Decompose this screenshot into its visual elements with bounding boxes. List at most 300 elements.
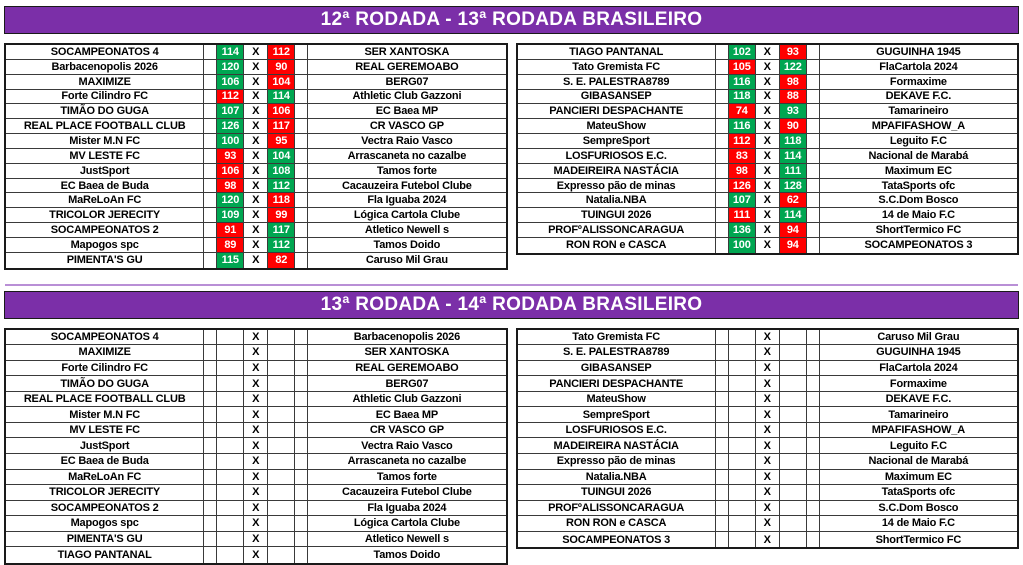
spacer-cell[interactable] — [295, 90, 308, 104]
away-team-cell[interactable]: ShortTermico FC — [875, 533, 962, 546]
spacer-cell[interactable] — [807, 208, 820, 222]
spacer-cell[interactable] — [716, 223, 729, 237]
home-team-cell[interactable]: TUINGUI 2026 — [518, 485, 716, 500]
away-score-cell[interactable] — [780, 392, 807, 407]
away-score-cell[interactable] — [268, 501, 295, 516]
away-team-cell[interactable]: Cacauzeira Futebol Clube — [342, 486, 472, 499]
versus-x-cell[interactable]: X — [756, 223, 780, 237]
away-team-cell[interactable]: Athletic Club Gazzoni — [352, 393, 462, 406]
home-team-cell[interactable]: Forte Cilindro FC — [6, 361, 204, 376]
spacer-cell[interactable] — [295, 164, 308, 178]
spacer-cell[interactable] — [204, 253, 217, 268]
home-score-cell[interactable]: 93 — [217, 149, 244, 163]
versus-x-cell[interactable]: X — [756, 423, 780, 438]
away-score-cell[interactable] — [268, 345, 295, 360]
home-team-cell[interactable]: Mapogos spc — [6, 516, 204, 531]
home-score-cell[interactable] — [729, 501, 756, 516]
spacer-cell[interactable] — [204, 361, 217, 376]
away-team-cell[interactable]: SER XANTOSKA — [364, 45, 450, 58]
home-score-cell[interactable] — [217, 438, 244, 453]
away-team-cell[interactable]: Tamarineiro — [888, 408, 949, 421]
versus-x-cell[interactable]: X — [756, 119, 780, 133]
home-team-cell[interactable]: MaReLoAn FC — [6, 470, 204, 485]
home-team-cell[interactable]: GIBASANSEP — [518, 90, 716, 104]
home-score-cell[interactable]: 112 — [217, 90, 244, 104]
home-team-cell[interactable]: MateuShow — [518, 119, 716, 133]
versus-x-cell[interactable]: X — [244, 75, 268, 89]
versus-x-cell[interactable]: X — [244, 164, 268, 178]
home-score-cell[interactable] — [217, 501, 244, 516]
home-team-cell[interactable]: PROFºALISSONCARAGUA — [518, 223, 716, 237]
versus-x-cell[interactable]: X — [756, 516, 780, 531]
away-team-cell[interactable]: 14 de Maio F.C — [881, 517, 955, 530]
home-team-cell[interactable]: Mister M.N FC — [6, 407, 204, 422]
away-team-cell[interactable]: REAL GEREMOABO — [355, 362, 459, 375]
away-score-cell[interactable] — [780, 485, 807, 500]
versus-x-cell[interactable]: X — [756, 470, 780, 485]
home-team-cell[interactable]: PIMENTA'S GU — [6, 253, 204, 268]
spacer-cell[interactable] — [716, 164, 729, 178]
home-score-cell[interactable]: 109 — [217, 208, 244, 222]
away-team-cell[interactable]: DEKAVE F.C. — [885, 393, 952, 406]
home-score-cell[interactable]: 74 — [729, 104, 756, 118]
away-team-cell[interactable]: DEKAVE F.C. — [885, 90, 952, 103]
home-score-cell[interactable] — [729, 532, 756, 548]
away-score-cell[interactable] — [268, 330, 295, 345]
home-score-cell[interactable]: 126 — [217, 119, 244, 133]
spacer-cell[interactable] — [716, 361, 729, 376]
home-team-cell[interactable]: SempreSport — [518, 134, 716, 148]
versus-x-cell[interactable]: X — [756, 454, 780, 469]
home-team-cell[interactable]: PANCIERI DESPACHANTE — [518, 104, 716, 118]
spacer-cell[interactable] — [716, 423, 729, 438]
away-team-cell[interactable]: Fla Iguaba 2024 — [367, 501, 447, 514]
away-team-cell[interactable]: FlaCartola 2024 — [879, 60, 958, 73]
spacer-cell[interactable] — [807, 149, 820, 163]
away-score-cell[interactable] — [780, 345, 807, 360]
home-team-cell[interactable]: JustSport — [6, 164, 204, 178]
spacer-cell[interactable] — [295, 119, 308, 133]
away-team-cell[interactable]: Leguito F.C — [889, 134, 947, 147]
away-team-cell[interactable]: EC Baea MP — [375, 408, 438, 421]
spacer-cell[interactable] — [295, 330, 308, 345]
versus-x-cell[interactable]: X — [244, 407, 268, 422]
away-team-cell[interactable]: Athletic Club Gazzoni — [352, 90, 462, 103]
home-score-cell[interactable] — [729, 423, 756, 438]
home-score-cell[interactable]: 91 — [217, 223, 244, 237]
home-score-cell[interactable]: 112 — [729, 134, 756, 148]
spacer-cell[interactable] — [204, 208, 217, 222]
versus-x-cell[interactable]: X — [244, 516, 268, 531]
spacer-cell[interactable] — [807, 501, 820, 516]
away-score-cell[interactable]: 117 — [268, 119, 295, 133]
spacer-cell[interactable] — [204, 223, 217, 237]
versus-x-cell[interactable]: X — [244, 392, 268, 407]
away-team-cell[interactable]: Tamos Doido — [373, 549, 441, 562]
spacer-cell[interactable] — [295, 516, 308, 531]
versus-x-cell[interactable]: X — [756, 60, 780, 74]
versus-x-cell[interactable]: X — [756, 75, 780, 89]
versus-x-cell[interactable]: X — [244, 238, 268, 252]
home-score-cell[interactable] — [729, 361, 756, 376]
versus-x-cell[interactable]: X — [756, 392, 780, 407]
spacer-cell[interactable] — [295, 501, 308, 516]
home-team-cell[interactable]: MaReLoAn FC — [6, 193, 204, 207]
home-score-cell[interactable] — [217, 485, 244, 500]
away-score-cell[interactable]: 82 — [268, 253, 295, 268]
home-score-cell[interactable] — [729, 392, 756, 407]
away-score-cell[interactable]: 106 — [268, 104, 295, 118]
away-team-cell[interactable]: Arrascaneta no cazalbe — [347, 149, 467, 162]
away-score-cell[interactable] — [780, 516, 807, 531]
away-team-cell[interactable]: MPAFIFASHOW_A — [871, 424, 965, 437]
versus-x-cell[interactable]: X — [244, 223, 268, 237]
home-score-cell[interactable] — [729, 470, 756, 485]
away-team-cell[interactable]: Tamos forte — [376, 164, 437, 177]
away-team-cell[interactable]: Formaxime — [889, 377, 947, 390]
home-team-cell[interactable]: JustSport — [6, 438, 204, 453]
away-score-cell[interactable]: 114 — [780, 149, 807, 163]
spacer-cell[interactable] — [716, 193, 729, 207]
away-score-cell[interactable]: 90 — [268, 60, 295, 74]
spacer-cell[interactable] — [807, 164, 820, 178]
spacer-cell[interactable] — [807, 104, 820, 118]
spacer-cell[interactable] — [807, 423, 820, 438]
home-score-cell[interactable] — [217, 532, 244, 547]
away-team-cell[interactable]: FlaCartola 2024 — [879, 362, 958, 375]
home-team-cell[interactable]: PROFºALISSONCARAGUA — [518, 501, 716, 516]
away-score-cell[interactable]: 94 — [780, 223, 807, 237]
away-team-cell[interactable]: GUGUINHA 1945 — [876, 45, 961, 58]
spacer-cell[interactable] — [204, 164, 217, 178]
home-score-cell[interactable] — [217, 376, 244, 391]
away-score-cell[interactable] — [780, 454, 807, 469]
away-team-cell[interactable]: S.C.Dom Bosco — [878, 501, 959, 514]
home-score-cell[interactable] — [217, 392, 244, 407]
home-score-cell[interactable]: 120 — [217, 60, 244, 74]
home-team-cell[interactable]: S. E. PALESTRA8789 — [518, 345, 716, 360]
away-team-cell[interactable]: Atletico Newell s — [364, 533, 449, 546]
home-team-cell[interactable]: SOCAMPEONATOS 3 — [518, 532, 716, 548]
spacer-cell[interactable] — [295, 45, 308, 59]
spacer-cell[interactable] — [295, 253, 308, 268]
spacer-cell[interactable] — [716, 238, 729, 253]
home-team-cell[interactable]: SempreSport — [518, 407, 716, 422]
away-team-cell[interactable]: Tamos Doido — [373, 238, 441, 251]
away-team-cell[interactable]: Lógica Cartola Clube — [353, 517, 460, 530]
versus-x-cell[interactable]: X — [244, 501, 268, 516]
spacer-cell[interactable] — [295, 485, 308, 500]
home-team-cell[interactable]: Natalia.NBA — [518, 470, 716, 485]
spacer-cell[interactable] — [716, 501, 729, 516]
versus-x-cell[interactable]: X — [756, 330, 780, 345]
home-team-cell[interactable]: SOCAMPEONATOS 2 — [6, 223, 204, 237]
home-score-cell[interactable]: 105 — [729, 60, 756, 74]
home-team-cell[interactable]: Expresso pão de minas — [518, 454, 716, 469]
away-team-cell[interactable]: Atletico Newell s — [364, 224, 449, 237]
home-score-cell[interactable] — [729, 438, 756, 453]
away-score-cell[interactable]: 104 — [268, 75, 295, 89]
spacer-cell[interactable] — [295, 149, 308, 163]
home-team-cell[interactable]: Forte Cilindro FC — [6, 90, 204, 104]
home-team-cell[interactable]: MAXIMIZE — [6, 345, 204, 360]
home-team-cell[interactable]: Natalia.NBA — [518, 193, 716, 207]
versus-x-cell[interactable]: X — [756, 501, 780, 516]
away-score-cell[interactable]: 88 — [780, 90, 807, 104]
versus-x-cell[interactable]: X — [756, 193, 780, 207]
away-team-cell[interactable]: Maximum EC — [884, 164, 952, 177]
home-team-cell[interactable]: TIAGO PANTANAL — [6, 547, 204, 563]
spacer-cell[interactable] — [295, 60, 308, 74]
versus-x-cell[interactable]: X — [244, 485, 268, 500]
spacer-cell[interactable] — [716, 438, 729, 453]
away-score-cell[interactable]: 118 — [780, 134, 807, 148]
away-score-cell[interactable]: 112 — [268, 238, 295, 252]
versus-x-cell[interactable]: X — [756, 104, 780, 118]
spacer-cell[interactable] — [295, 547, 308, 563]
away-score-cell[interactable] — [268, 485, 295, 500]
home-team-cell[interactable]: EC Baea de Buda — [6, 179, 204, 193]
spacer-cell[interactable] — [716, 149, 729, 163]
away-team-cell[interactable]: Leguito F.C — [889, 439, 947, 452]
home-score-cell[interactable]: 98 — [729, 164, 756, 178]
home-team-cell[interactable]: SOCAMPEONATOS 4 — [6, 330, 204, 345]
home-team-cell[interactable]: TIMÃO DO GUGA — [6, 104, 204, 118]
away-score-cell[interactable]: 122 — [780, 60, 807, 74]
spacer-cell[interactable] — [204, 75, 217, 89]
versus-x-cell[interactable]: X — [244, 208, 268, 222]
versus-x-cell[interactable]: X — [244, 345, 268, 360]
away-score-cell[interactable] — [268, 392, 295, 407]
spacer-cell[interactable] — [807, 516, 820, 531]
home-team-cell[interactable]: Mapogos spc — [6, 238, 204, 252]
spacer-cell[interactable] — [204, 407, 217, 422]
versus-x-cell[interactable]: X — [244, 134, 268, 148]
home-score-cell[interactable] — [217, 345, 244, 360]
versus-x-cell[interactable]: X — [756, 376, 780, 391]
away-team-cell[interactable]: Cacauzeira Futebol Clube — [342, 179, 472, 192]
home-team-cell[interactable]: Barbacenopolis 2026 — [6, 60, 204, 74]
spacer-cell[interactable] — [807, 238, 820, 253]
versus-x-cell[interactable]: X — [244, 423, 268, 438]
home-score-cell[interactable]: 89 — [217, 238, 244, 252]
home-score-cell[interactable] — [217, 454, 244, 469]
spacer-cell[interactable] — [295, 104, 308, 118]
home-score-cell[interactable]: 100 — [729, 238, 756, 253]
spacer-cell[interactable] — [716, 60, 729, 74]
home-score-cell[interactable] — [729, 516, 756, 531]
spacer-cell[interactable] — [807, 438, 820, 453]
away-team-cell[interactable]: SOCAMPEONATOS 3 — [864, 239, 973, 252]
away-team-cell[interactable]: EC Baea MP — [375, 105, 438, 118]
versus-x-cell[interactable]: X — [756, 532, 780, 548]
home-score-cell[interactable]: 114 — [217, 45, 244, 59]
away-score-cell[interactable] — [780, 532, 807, 548]
spacer-cell[interactable] — [807, 376, 820, 391]
spacer-cell[interactable] — [204, 547, 217, 563]
versus-x-cell[interactable]: X — [244, 119, 268, 133]
away-team-cell[interactable]: MPAFIFASHOW_A — [871, 120, 965, 133]
away-team-cell[interactable]: SER XANTOSKA — [364, 346, 450, 359]
home-team-cell[interactable]: RON RON e CASCA — [518, 516, 716, 531]
spacer-cell[interactable] — [204, 454, 217, 469]
spacer-cell[interactable] — [716, 119, 729, 133]
versus-x-cell[interactable]: X — [244, 438, 268, 453]
home-score-cell[interactable] — [217, 470, 244, 485]
spacer-cell[interactable] — [807, 90, 820, 104]
home-team-cell[interactable]: LOSFURIOSOS E.C. — [518, 423, 716, 438]
away-score-cell[interactable] — [268, 516, 295, 531]
away-team-cell[interactable]: Nacional de Marabá — [868, 149, 969, 162]
spacer-cell[interactable] — [807, 470, 820, 485]
versus-x-cell[interactable]: X — [756, 407, 780, 422]
away-score-cell[interactable]: 93 — [780, 104, 807, 118]
home-team-cell[interactable]: TIMÃO DO GUGA — [6, 376, 204, 391]
spacer-cell[interactable] — [716, 516, 729, 531]
away-team-cell[interactable]: Maximum EC — [884, 470, 952, 483]
spacer-cell[interactable] — [204, 376, 217, 391]
home-score-cell[interactable] — [217, 407, 244, 422]
home-team-cell[interactable]: RON RON e CASCA — [518, 238, 716, 253]
versus-x-cell[interactable]: X — [756, 179, 780, 193]
home-team-cell[interactable]: PIMENTA'S GU — [6, 532, 204, 547]
spacer-cell[interactable] — [204, 423, 217, 438]
home-team-cell[interactable]: SOCAMPEONATOS 4 — [6, 45, 204, 59]
away-score-cell[interactable]: 112 — [268, 179, 295, 193]
versus-x-cell[interactable]: X — [244, 361, 268, 376]
away-score-cell[interactable]: 93 — [780, 45, 807, 59]
home-score-cell[interactable] — [217, 547, 244, 563]
spacer-cell[interactable] — [295, 345, 308, 360]
spacer-cell[interactable] — [807, 345, 820, 360]
spacer-cell[interactable] — [716, 454, 729, 469]
home-score-cell[interactable] — [729, 330, 756, 345]
spacer-cell[interactable] — [204, 179, 217, 193]
spacer-cell[interactable] — [807, 193, 820, 207]
away-team-cell[interactable]: Formaxime — [889, 75, 947, 88]
away-score-cell[interactable] — [780, 423, 807, 438]
spacer-cell[interactable] — [204, 134, 217, 148]
spacer-cell[interactable] — [716, 485, 729, 500]
spacer-cell[interactable] — [204, 330, 217, 345]
spacer-cell[interactable] — [204, 438, 217, 453]
spacer-cell[interactable] — [204, 516, 217, 531]
home-score-cell[interactable] — [729, 407, 756, 422]
spacer-cell[interactable] — [716, 376, 729, 391]
home-team-cell[interactable]: S. E. PALESTRA8789 — [518, 75, 716, 89]
spacer-cell[interactable] — [295, 208, 308, 222]
away-score-cell[interactable]: 114 — [780, 208, 807, 222]
home-team-cell[interactable]: MV LESTE FC — [6, 149, 204, 163]
home-team-cell[interactable]: EC Baea de Buda — [6, 454, 204, 469]
away-score-cell[interactable]: 118 — [268, 193, 295, 207]
spacer-cell[interactable] — [716, 179, 729, 193]
spacer-cell[interactable] — [204, 470, 217, 485]
spacer-cell[interactable] — [204, 90, 217, 104]
spacer-cell[interactable] — [807, 60, 820, 74]
home-team-cell[interactable]: TRICOLOR JERECITY — [6, 485, 204, 500]
away-team-cell[interactable]: CR VASCO GP — [369, 120, 444, 133]
spacer-cell[interactable] — [204, 119, 217, 133]
away-team-cell[interactable]: TataSports ofc — [881, 486, 956, 499]
away-score-cell[interactable] — [780, 376, 807, 391]
away-score-cell[interactable] — [268, 438, 295, 453]
home-score-cell[interactable] — [729, 345, 756, 360]
home-team-cell[interactable]: MAXIMIZE — [6, 75, 204, 89]
versus-x-cell[interactable]: X — [756, 149, 780, 163]
away-score-cell[interactable] — [268, 361, 295, 376]
home-score-cell[interactable] — [729, 376, 756, 391]
spacer-cell[interactable] — [204, 45, 217, 59]
versus-x-cell[interactable]: X — [756, 438, 780, 453]
away-team-cell[interactable]: REAL GEREMOABO — [355, 60, 459, 73]
home-team-cell[interactable]: GIBASANSEP — [518, 361, 716, 376]
away-score-cell[interactable] — [268, 547, 295, 563]
home-score-cell[interactable] — [217, 423, 244, 438]
spacer-cell[interactable] — [204, 149, 217, 163]
versus-x-cell[interactable]: X — [756, 45, 780, 59]
away-score-cell[interactable]: 104 — [268, 149, 295, 163]
home-score-cell[interactable] — [729, 485, 756, 500]
spacer-cell[interactable] — [807, 532, 820, 548]
away-score-cell[interactable]: 99 — [268, 208, 295, 222]
spacer-cell[interactable] — [295, 376, 308, 391]
spacer-cell[interactable] — [204, 501, 217, 516]
spacer-cell[interactable] — [295, 470, 308, 485]
spacer-cell[interactable] — [204, 193, 217, 207]
away-team-cell[interactable]: S.C.Dom Bosco — [878, 194, 959, 207]
away-score-cell[interactable] — [268, 423, 295, 438]
spacer-cell[interactable] — [295, 423, 308, 438]
away-score-cell[interactable] — [780, 470, 807, 485]
spacer-cell[interactable] — [716, 104, 729, 118]
spacer-cell[interactable] — [204, 238, 217, 252]
home-score-cell[interactable] — [217, 516, 244, 531]
versus-x-cell[interactable]: X — [756, 164, 780, 178]
away-team-cell[interactable]: Lógica Cartola Clube — [353, 209, 460, 222]
away-team-cell[interactable]: GUGUINHA 1945 — [876, 346, 961, 359]
away-team-cell[interactable]: Vectra Raio Vasco — [361, 439, 453, 452]
versus-x-cell[interactable]: X — [756, 208, 780, 222]
spacer-cell[interactable] — [807, 223, 820, 237]
away-score-cell[interactable] — [780, 361, 807, 376]
home-score-cell[interactable]: 100 — [217, 134, 244, 148]
spacer-cell[interactable] — [807, 75, 820, 89]
spacer-cell[interactable] — [716, 75, 729, 89]
away-team-cell[interactable]: Vectra Raio Vasco — [361, 134, 453, 147]
versus-x-cell[interactable]: X — [244, 104, 268, 118]
spacer-cell[interactable] — [295, 407, 308, 422]
versus-x-cell[interactable]: X — [756, 361, 780, 376]
home-team-cell[interactable]: LOSFURIOSOS E.C. — [518, 149, 716, 163]
away-team-cell[interactable]: 14 de Maio F.C — [881, 209, 955, 222]
home-score-cell[interactable]: 107 — [729, 193, 756, 207]
home-team-cell[interactable]: Mister M.N FC — [6, 134, 204, 148]
home-team-cell[interactable]: TIAGO PANTANAL — [518, 45, 716, 59]
spacer-cell[interactable] — [295, 392, 308, 407]
spacer-cell[interactable] — [807, 134, 820, 148]
away-score-cell[interactable] — [780, 501, 807, 516]
spacer-cell[interactable] — [716, 208, 729, 222]
spacer-cell[interactable] — [295, 134, 308, 148]
spacer-cell[interactable] — [716, 134, 729, 148]
away-score-cell[interactable]: 112 — [268, 45, 295, 59]
away-team-cell[interactable]: BERG07 — [385, 377, 429, 390]
away-score-cell[interactable]: 94 — [780, 238, 807, 253]
away-score-cell[interactable]: 98 — [780, 75, 807, 89]
home-score-cell[interactable]: 118 — [729, 90, 756, 104]
versus-x-cell[interactable]: X — [756, 90, 780, 104]
